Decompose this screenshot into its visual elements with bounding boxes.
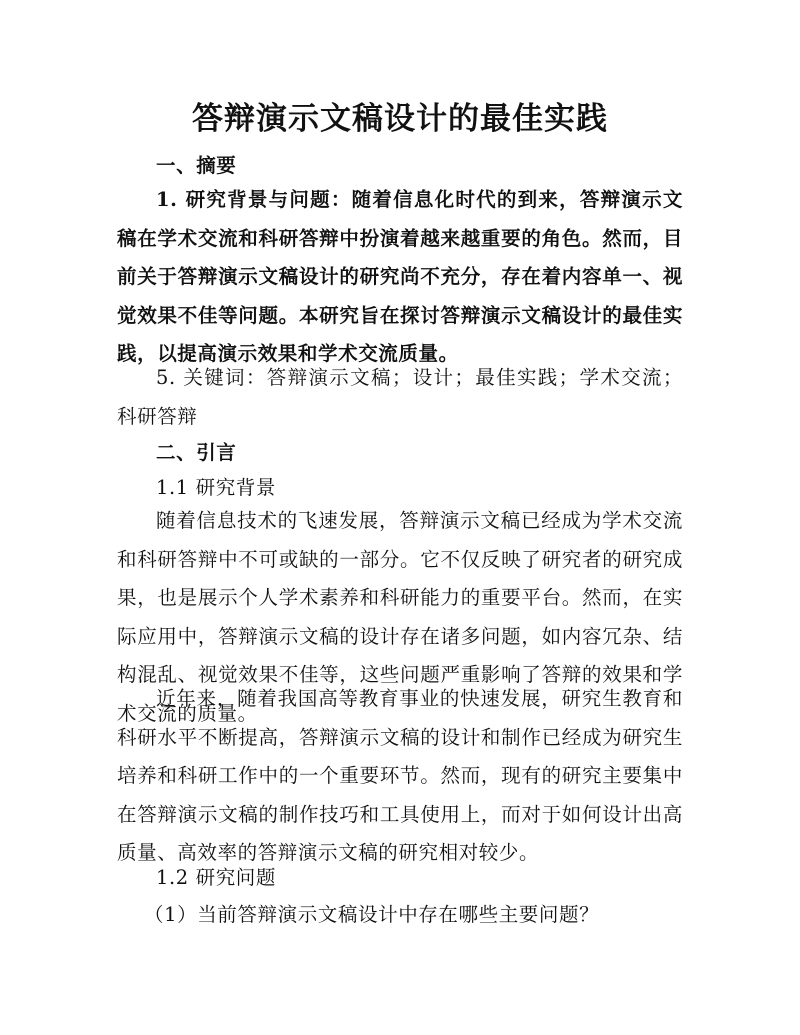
- section-heading-introduction: 二、引言: [156, 441, 237, 464]
- keywords-paragraph: 5. 关键词：答辩演示文稿；设计；最佳实践；学术交流；科研答辩: [117, 366, 683, 428]
- introduction-paragraph-1: 随着信息技术的飞速发展，答辩演示文稿已经成为学术交流和科研答辩中不可或缺的一部分。它不仅反映了研究者的研究成果，也是展示个人学术素养和科研能力的重要平台。然而，在实际应用中，答辩演示文稿的设计存在诸多问题，如内容冗杂、结构混乱、视觉效果不佳等，这些问题严重影响了答辩的效果和学术交流的质量。: [117, 509, 683, 725]
- subsection-heading-research-background: 1.1 研究背景: [156, 476, 277, 499]
- introduction-paragraph-2: 近年来，随着我国高等教育事业的快速发展，研究生教育和科研水平不断提高，答辩演示文稿的设计和制作已经成为研究生培养和科研工作中的一个重要环节。然而，现有的研究主要集中在答辩演示文稿的制作技巧和工具使用上，而对于如何设计出高质量、高效率的答辩演示文稿的研究相对较少。: [117, 687, 683, 864]
- section-heading-abstract: 一、摘要: [156, 154, 237, 177]
- research-question-1: （1）当前答辩演示文稿设计中存在哪些主要问题？: [144, 903, 600, 926]
- abstract-background-paragraph: 1. 研究背景与问题：随着信息化时代的到来，答辩演示文稿在学术交流和科研答辩中扮演着越来越重要的角色。然而，目前关于答辩演示文稿设计的研究尚不充分，存在着内容单一、视觉效果不佳等问题。本研究旨在探讨答辩演示文稿设计的最佳实践，以提高演示效果和学术交流质量。: [117, 188, 683, 365]
- subsection-heading-research-questions: 1.2 研究问题: [156, 866, 277, 889]
- document-title: 答辩演示文稿设计的最佳实践: [192, 101, 608, 137]
